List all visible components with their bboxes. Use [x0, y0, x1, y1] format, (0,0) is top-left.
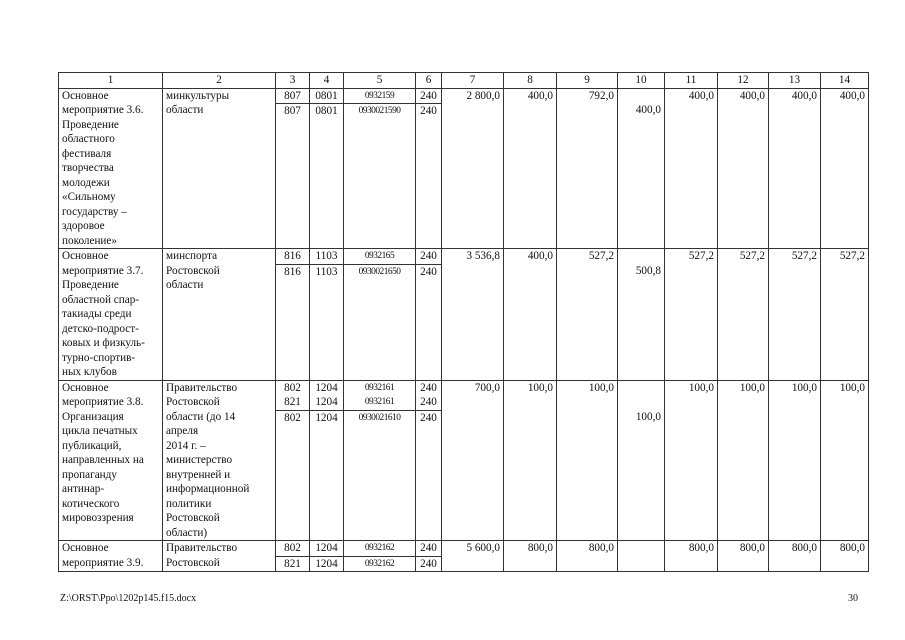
column-header: 3 [276, 73, 310, 89]
code-grbs-cell [276, 249, 310, 381]
column-header: 7 [442, 73, 504, 89]
executor-cell [163, 88, 276, 249]
footer-file-path: Z:\ORST\Ppo\1202p145.f15.docx [60, 593, 197, 604]
code-grbs-cell [276, 380, 310, 541]
amount-value: 527,2 [588, 250, 614, 262]
measure-name-line: областного [62, 133, 115, 145]
amount-value: 800,0 [527, 542, 553, 554]
column-header: 14 [821, 73, 869, 89]
code-value: 802 [284, 381, 301, 394]
measure-name-line: поколение» [62, 234, 117, 247]
column-header: 2 [163, 73, 276, 89]
executor-line: минспорта [166, 250, 218, 262]
code-vr-cell [416, 541, 442, 572]
year-cell [821, 380, 869, 541]
measure-name-line: мероприятие 3.7. [62, 264, 144, 277]
year-cell [821, 88, 869, 249]
code-value: 240 [420, 396, 437, 408]
year-cell [718, 380, 769, 541]
amount-value: 3 536,8 [466, 250, 500, 262]
code-value: 1103 [309, 264, 344, 280]
column-header: 5 [344, 73, 416, 89]
measure-name-line: мероприятие 3.9. [62, 556, 144, 569]
executor-line: Правительство [166, 381, 238, 394]
year-cell [618, 249, 665, 381]
executor-line: Ростовской [166, 556, 220, 569]
amount-value: 100,0 [791, 381, 817, 394]
code-rzpr-cell [310, 88, 344, 249]
executor-line: области [166, 279, 204, 291]
code-value: 1204 [309, 556, 344, 572]
code-vr-cell [416, 380, 442, 541]
executor-line: Ростовской [166, 396, 220, 408]
executor-line: 2014 г. – [166, 439, 206, 452]
year-cell [504, 380, 557, 541]
executor-cell [163, 380, 276, 541]
measure-name-line: турно-спортив- [62, 351, 136, 364]
code-value: 0932162 [364, 543, 395, 553]
amount-value: 400,0 [527, 250, 553, 262]
code-value: 0932159 [364, 90, 395, 101]
code-value: 240 [420, 542, 437, 554]
column-header: 8 [504, 73, 557, 89]
executor-line: внутренней и [166, 468, 231, 481]
code-value: 807 [275, 103, 310, 119]
year-cell [665, 88, 718, 249]
measure-name-line: публикаций, [62, 439, 122, 452]
measure-name-line: Проведение [62, 279, 119, 291]
year-cell [821, 541, 869, 572]
year-cell [557, 541, 618, 572]
amount-value: 700,0 [474, 381, 500, 394]
amount-value: 500,8 [635, 264, 661, 277]
code-value: 240 [415, 264, 442, 280]
amount-value: 400,0 [635, 104, 661, 116]
code-value: 0932162 [344, 556, 416, 572]
amount-value: 527,2 [739, 250, 765, 262]
code-value: 240 [420, 381, 437, 394]
measure-name-line: областной спар- [62, 293, 140, 306]
total-cell [442, 380, 504, 541]
executor-line: министерство [166, 454, 233, 466]
table-row [59, 249, 869, 381]
amount-value: 800,0 [688, 542, 714, 554]
amount-value: 800,0 [739, 542, 765, 554]
code-value: 1103 [315, 250, 338, 262]
amount-value: 400,0 [791, 89, 817, 102]
measure-name-cell [59, 380, 163, 541]
code-csr-cell [344, 380, 416, 541]
measure-name-line: Основное [62, 381, 109, 394]
year-cell [557, 380, 618, 541]
executor-cell [163, 249, 276, 381]
year-cell [718, 541, 769, 572]
code-vr-cell [416, 88, 442, 249]
executor-line: области) [166, 526, 208, 539]
code-value: 1204 [309, 410, 344, 426]
table-row [59, 380, 869, 541]
page-number: 30 [848, 593, 858, 604]
code-value: 240 [420, 89, 437, 102]
code-csr-cell [344, 249, 416, 381]
executor-line: области [166, 104, 204, 116]
total-cell [442, 249, 504, 381]
measure-name-line: мероприятие 3.8. [62, 396, 144, 408]
year-cell [821, 249, 869, 381]
amount-value: 100,0 [635, 410, 661, 423]
code-value: 0932161 [364, 382, 395, 393]
measure-name-line: «Сильному [62, 191, 116, 203]
measure-name-line: фестиваля [62, 147, 112, 160]
amount-value: 527,2 [791, 250, 817, 262]
measure-name-line: творчества [62, 162, 114, 174]
measure-name-line: Основное [62, 250, 109, 262]
year-cell [665, 380, 718, 541]
measure-name-line: молодежи [62, 176, 110, 189]
amount-value: 100,0 [527, 381, 553, 394]
column-header: 1 [59, 73, 163, 89]
code-csr-cell [344, 541, 416, 572]
amount-value: 800,0 [791, 542, 817, 554]
amount-value: 800,0 [839, 542, 865, 554]
measure-name-line: такиады среди [62, 308, 132, 320]
measure-name-line: здоровое [62, 220, 105, 232]
column-header: 10 [618, 73, 665, 89]
year-cell [557, 249, 618, 381]
measure-name-line: Основное [62, 89, 109, 102]
column-header: 12 [718, 73, 769, 89]
executor-cell [163, 541, 276, 572]
measure-name-line: цикла печатных [62, 425, 138, 437]
year-cell [718, 249, 769, 381]
amount-value: 400,0 [527, 89, 553, 102]
code-value: 1204 [315, 381, 338, 394]
year-cell [618, 380, 665, 541]
amount-value: 400,0 [739, 89, 765, 102]
measure-name-line: государству – [62, 205, 127, 218]
code-rzpr-cell [310, 541, 344, 572]
code-vr-cell [416, 249, 442, 381]
measure-name-cell [59, 541, 163, 572]
code-value: 821 [284, 396, 301, 408]
budget-table [58, 72, 869, 572]
amount-value: 400,0 [688, 89, 714, 102]
executor-line: политики [166, 497, 212, 510]
column-header: 4 [310, 73, 344, 89]
table-header-row [59, 73, 869, 89]
code-value: 0801 [315, 89, 338, 102]
measure-name-line: котического [62, 497, 120, 510]
measure-name-line: Организация [62, 410, 124, 423]
measure-name-line: мероприятие 3.6. [62, 104, 144, 116]
amount-value: 792,0 [588, 89, 614, 102]
measure-name-line: ных клубов [62, 366, 117, 378]
measure-name-line: направленных на [62, 454, 144, 466]
year-cell [504, 88, 557, 249]
year-cell [504, 541, 557, 572]
measure-name-line: детско-подрост- [62, 322, 139, 335]
year-cell [665, 541, 718, 572]
executor-line: Ростовской [166, 512, 220, 524]
measure-name-line: мировоззрения [62, 512, 134, 524]
executor-line: информационной [166, 483, 250, 495]
measure-name-line: антинар- [62, 483, 105, 495]
amount-value: 100,0 [739, 381, 765, 394]
code-value: 0930021610 [344, 410, 416, 426]
code-value: 0930021650 [344, 264, 416, 280]
amount-value: 527,2 [839, 250, 865, 262]
code-value: 802 [275, 410, 310, 426]
amount-value: 400,0 [839, 89, 865, 102]
measure-name-cell [59, 249, 163, 381]
executor-line: области (до 14 [166, 410, 236, 423]
year-cell [504, 249, 557, 381]
table-row [59, 88, 869, 249]
code-value: 240 [415, 556, 442, 572]
executor-line: апреля [166, 425, 199, 437]
column-header: 6 [416, 73, 442, 89]
code-value: 240 [415, 103, 442, 119]
executor-line: минкультуры [166, 89, 230, 102]
amount-value: 800,0 [588, 542, 614, 554]
year-cell [618, 88, 665, 249]
code-value: 0801 [309, 103, 344, 119]
code-value: 0930021590 [344, 103, 416, 119]
amount-value: 527,2 [688, 250, 714, 262]
executor-line: Ростовской [166, 264, 220, 277]
column-header: 11 [665, 73, 718, 89]
code-value: 1204 [315, 396, 338, 408]
code-rzpr-cell [310, 249, 344, 381]
code-value: 0932165 [364, 251, 395, 261]
code-value: 240 [420, 250, 437, 262]
amount-value: 2 800,0 [466, 89, 500, 102]
executor-line: Правительство [166, 542, 238, 554]
code-value: 240 [415, 410, 442, 426]
code-rzpr-cell [310, 380, 344, 541]
year-cell [769, 380, 821, 541]
code-grbs-cell [276, 541, 310, 572]
measure-name-line: пропаганду [62, 468, 117, 481]
code-value: 0932161 [364, 397, 395, 407]
amount-value: 100,0 [688, 381, 714, 394]
code-value: 802 [284, 542, 301, 554]
measure-name-line: Основное [62, 542, 109, 554]
total-cell [442, 88, 504, 249]
year-cell [718, 88, 769, 249]
measure-name-line: Проведение [62, 118, 119, 131]
measure-name-cell [59, 88, 163, 249]
code-value: 1204 [315, 542, 338, 554]
total-cell [442, 541, 504, 572]
measure-name-line: ковых и физкуль- [62, 337, 145, 349]
code-csr-cell [344, 88, 416, 249]
code-value: 816 [275, 264, 310, 280]
amount-value: 5 600,0 [466, 542, 500, 554]
year-cell [769, 249, 821, 381]
year-cell [769, 541, 821, 572]
column-header: 9 [557, 73, 618, 89]
year-cell [557, 88, 618, 249]
code-value: 816 [284, 250, 301, 262]
column-header: 13 [769, 73, 821, 89]
year-cell [618, 541, 665, 572]
code-value: 807 [284, 89, 301, 102]
code-value: 821 [275, 556, 310, 572]
table-row [59, 541, 869, 572]
year-cell [665, 249, 718, 381]
code-grbs-cell [276, 88, 310, 249]
amount-value: 100,0 [839, 381, 865, 394]
amount-value: 100,0 [588, 381, 614, 394]
year-cell [769, 88, 821, 249]
